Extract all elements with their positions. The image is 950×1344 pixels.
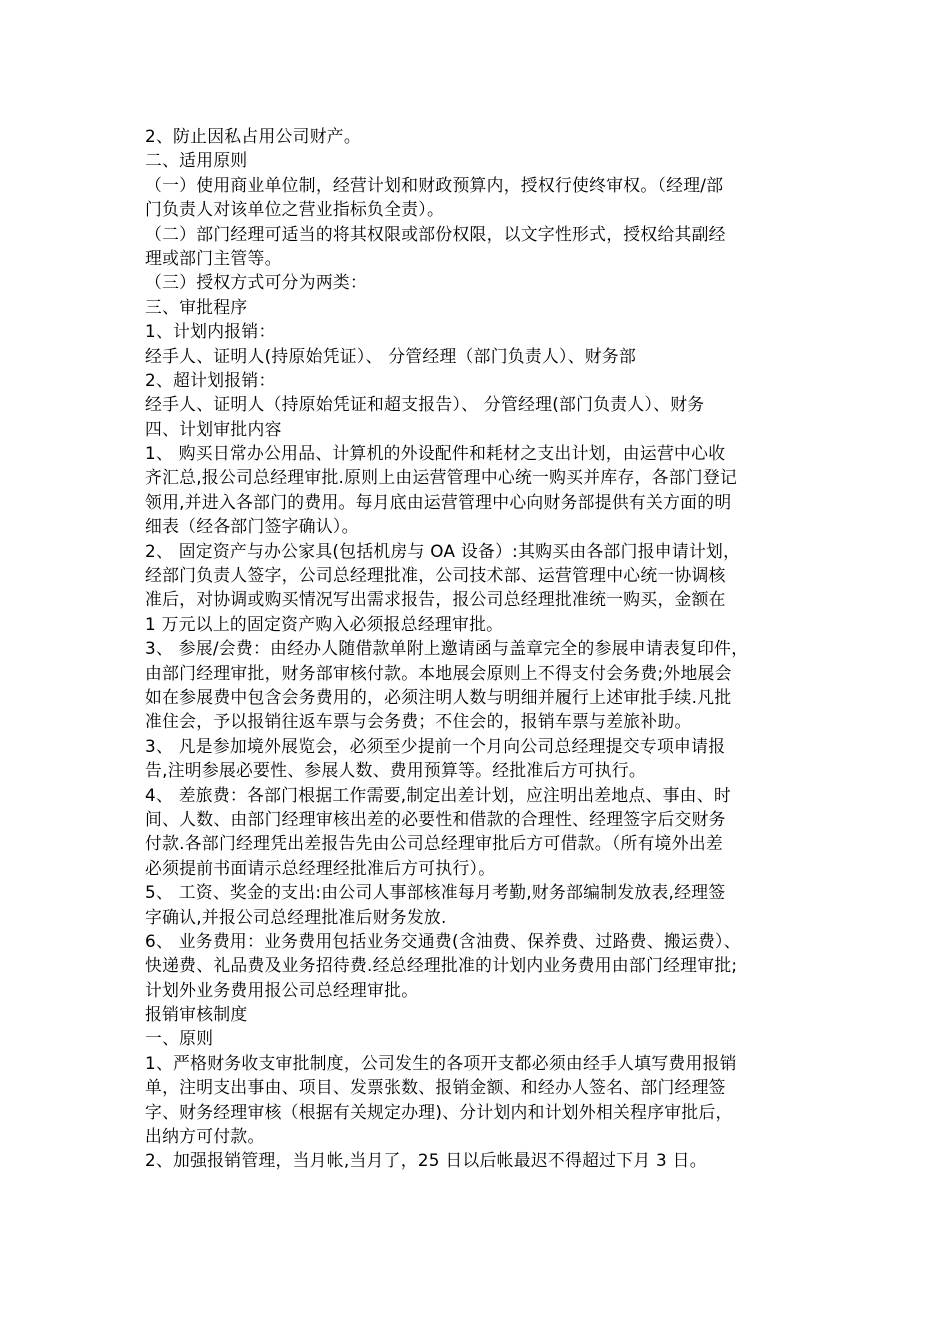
- text-line: 字、财务经理审核（根据有关规定办理)、分计划内和计划外相关程序审批后，: [145, 1101, 733, 1122]
- text-line: 单，注明支出事由、项目、发票张数、报销金额、和经办人签名、部门经理签: [145, 1077, 726, 1098]
- text-line: 门负责人对该单位之营业指标负全责）。: [145, 199, 445, 220]
- text-line: 经手人、证明人(持原始凭证）、 分管经理（部门负责人）、财务部: [145, 345, 637, 366]
- text-line: 3、 凡是参加境外展览会，必须至少提前一个月向公司总经理提交专项申请报: [145, 735, 726, 756]
- text-line: 经手人、证明人（持原始凭证和超支报告）、 分管经理(部门负责人）、财务: [145, 394, 705, 415]
- text-line: 领用,并进入各部门的费用。每月底由运营管理中心向财务部提供有关方面的明: [145, 491, 732, 512]
- text-line: 3、 参展/会费：由经办人随借款单附上邀请函与盖章完全的参展申请表复印件，: [145, 638, 749, 659]
- text-line: 经部门负责人签字，公司总经理批准，公司技术部、运营管理中心统一协调核: [145, 565, 726, 586]
- text-line: 1、计划内报销：: [145, 321, 276, 342]
- text-line: 快递费、礼品费及业务招待费.经总经理批准的计划内业务费用由部门经理审批;: [145, 955, 738, 976]
- text-line: （二）部门经理可适当的将其权限或部份权限，以文字性形式，授权给其副经: [145, 223, 726, 244]
- document-body: [145, 124, 815, 1173]
- text-line: 出纳方可付款。: [145, 1126, 265, 1147]
- text-line: 2、加强报销管理，当月帐,当月了，25 日以后帐最迟不得超过下月 3 日。: [145, 1150, 707, 1171]
- text-line: 细表（经各部门签字确认）。: [145, 516, 359, 537]
- text-line: 5、 工资、奖金的支出:由公司人事部核准每月考勤,财务部编制发放表,经理签: [145, 882, 726, 903]
- text-line: 准后，对协调或购买情况写出需求报告，报公司总经理批准统一购买，金额在: [145, 589, 726, 610]
- text-line: 4、 差旅费：各部门根据工作需要,制定出差计划，应注明出差地点、事由、时: [145, 784, 731, 805]
- text-line: 准住会，予以报销往返车票与会务费；不住会的，报销车票与差旅补助。: [145, 711, 692, 732]
- text-line: 2、 固定资产与办公家具(包括机房与 OA 设备）:其购买由各部门报申请计划，: [145, 540, 741, 561]
- text-line: 1、严格财务收支审批制度，公司发生的各项开支都必须由经手人填写费用报销: [145, 1052, 737, 1073]
- text-line: 1、 购买日常办公用品、计算机的外设配件和耗材之支出计划，由运营中心收: [145, 443, 726, 464]
- section-heading: 二、适用原则: [145, 150, 248, 171]
- text-line: 1 万元以上的固定资产购入必须报总经理审批。: [145, 613, 504, 634]
- section-heading: 三、审批程序: [145, 296, 248, 317]
- text-line: （三）授权方式可分为两类：: [145, 272, 368, 293]
- text-line: 计划外业务费用报公司总经理审批。: [145, 979, 419, 1000]
- text-line: 告,注明参展必要性、参展人数、费用预算等。经批准后方可执行。: [145, 760, 646, 781]
- text-line: 间、人数、由部门经理审核出差的必要性和借款的合理性、经理签字后交财务: [145, 808, 726, 829]
- text-line: 理或部门主管等。: [145, 247, 282, 268]
- document-heading: 报销审核制度: [145, 1004, 248, 1025]
- text-line: 6、 业务费用：业务费用包括业务交通费(含油费、保养费、过路费、搬运费）、: [145, 930, 741, 951]
- text-line: （一）使用商业单位制，经营计划和财政预算内，授权行使终审权。（经理/部: [145, 174, 724, 195]
- section-heading: 一、原则: [145, 1028, 214, 1049]
- text-line: 由部门经理审批，财务部审核付款。本地展会原则上不得支付会务费;外地展会: [145, 662, 732, 683]
- text-line: 字确认,并报公司总经理批准后财务发放.: [145, 906, 447, 927]
- text-line: 付款.各部门经理凭出差报告先由公司总经理审批后方可借款。（所有境外出差: [145, 833, 724, 854]
- text-line: 2、超计划报销：: [145, 369, 276, 390]
- text-line: 必须提前书面请示总经理经批准后方可执行）。: [145, 857, 496, 878]
- section-heading: 四、计划审批内容: [145, 418, 282, 439]
- text-line: 齐汇总,报公司总经理审批.原则上由运营管理中心统一购买并库存，各部门登记: [145, 467, 738, 488]
- text-line: 2、防止因私占用公司财产。: [145, 126, 361, 146]
- text-line: 如在参展费中包含会务费用的，必须注明人数与明细并履行上述审批手续.凡批: [145, 686, 732, 707]
